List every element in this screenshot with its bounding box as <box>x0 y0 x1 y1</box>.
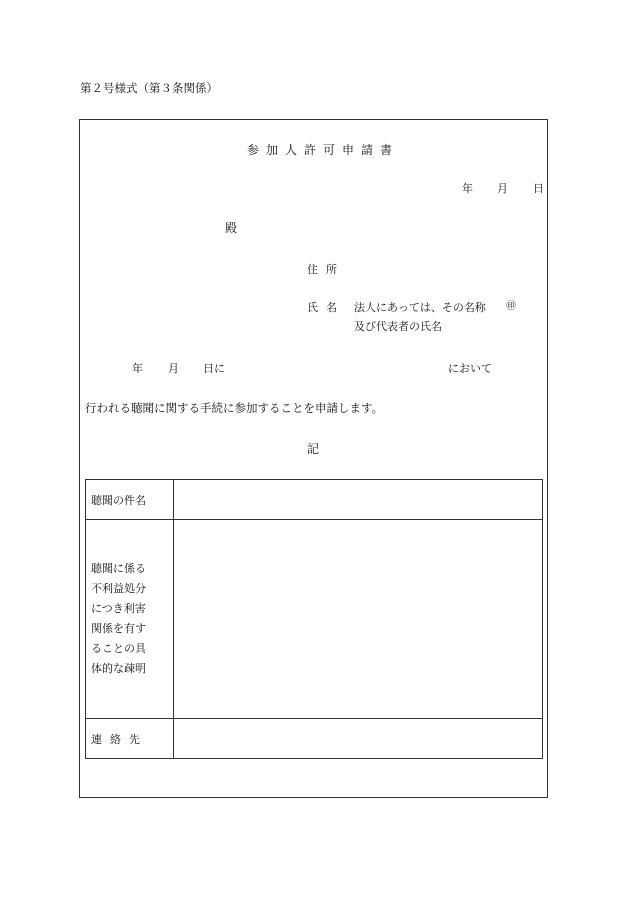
contact-field[interactable] <box>174 719 543 759</box>
seal-mark: ㊞ <box>506 301 516 312</box>
addressee-honorific: 殿 <box>225 221 238 235</box>
table-row <box>86 719 543 759</box>
application-date-day: 日 <box>533 182 544 195</box>
hearing-place-suffix: において <box>448 362 492 375</box>
hearing-date-day: 日に <box>203 362 225 375</box>
interest-explanation-field[interactable] <box>174 520 543 719</box>
note-heading: 記 <box>307 442 320 456</box>
contact-label: 連絡先 <box>86 719 174 759</box>
hearing-date-year: 年 <box>132 362 143 375</box>
hearing-subject-field[interactable] <box>174 480 543 520</box>
table-row <box>86 520 543 719</box>
hearing-subject-label: 聴聞の件名 <box>86 480 174 520</box>
hearing-date-month: 月 <box>168 362 179 375</box>
name-note-line1: 法人にあっては、その名称 <box>354 301 486 314</box>
application-date-month: 月 <box>497 182 508 195</box>
document-title: 参加人許可申請書 <box>247 143 400 157</box>
form-number-label: 第２号様式（第３条関係） <box>80 81 218 95</box>
address-label: 住所 <box>307 263 345 276</box>
details-table <box>85 479 543 759</box>
name-note-line2: 及び代表者の氏名 <box>354 320 442 333</box>
name-label: 氏名 <box>307 301 345 314</box>
application-statement: 行われる聴聞に関する手続に参加することを申請します。 <box>85 401 384 415</box>
table-row <box>86 480 543 520</box>
application-date-year: 年 <box>462 182 473 195</box>
interest-explanation-label: 聴聞に係る 不利益処分 につき利害 関係を有す ることの具 体的な疎明 <box>86 520 174 719</box>
